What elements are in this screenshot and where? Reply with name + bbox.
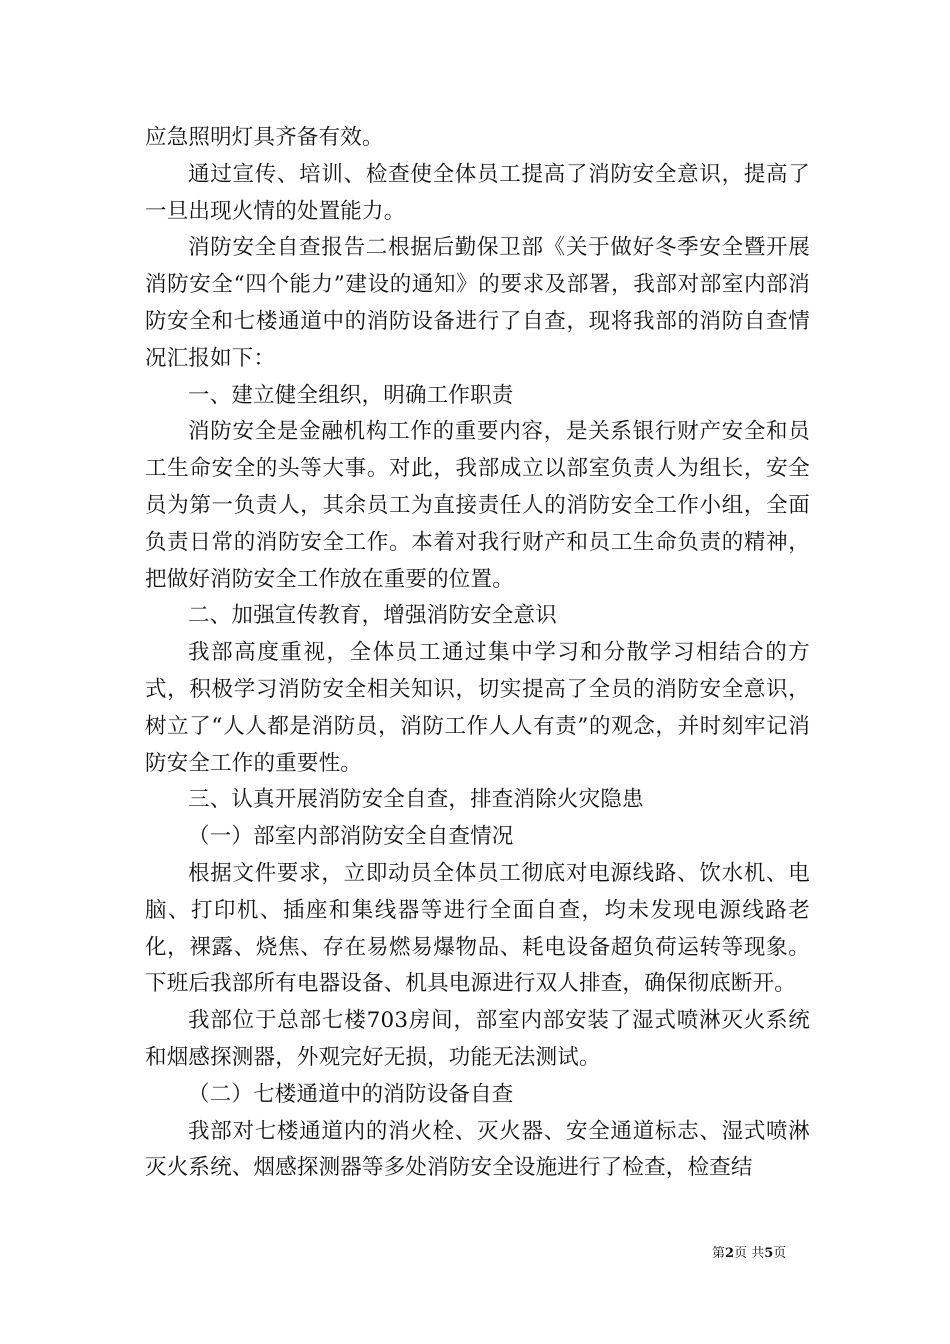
- footer-prefix: 第: [712, 1246, 726, 1261]
- section-heading-1: 一、建立健全组织，明确工作职责: [188, 382, 514, 408]
- paragraph-4: 消防安全是金融机构工作的重要内容，是关系银行财产安全和员工生命安全的头等大事。对此，我部成立以部室负责人为组长，安全员为第一负责人，其余员工为直接责任人的消防安全工作小组，全面负责日常的消防安全工作。本着对我行财产和员工生命负责的精神，把做好消防安全工作放在重要的位置。: [145, 419, 810, 592]
- section-heading-3: 三、认真开展消防安全自查，排查消除火灾隐患: [188, 787, 644, 813]
- paragraph-1: 应急照明灯具齐备有效。: [145, 125, 384, 150]
- paragraph-2: 通过宣传、培训、检查使全体员工提高了消防安全意识，提高了一旦出现火情的处置能力。: [145, 161, 810, 224]
- document-body: [145, 120, 810, 1187]
- section-heading-2: 二、加强宣传教育，增强消防安全意识: [188, 603, 557, 629]
- paragraph-3: 消防安全自查报告二根据后勤保卫部《关于做好冬季安全暨开展消防安全“四个能力”建设的通知》的要求及部署，我部对部室内部消防安全和七楼通道中的消防设备进行了自查，现将我部的消防自查情况汇报如下：: [145, 235, 810, 371]
- paragraph-6: 根据文件要求，立即动员全体员工彻底对电源线路、饮水机、电脑、打印机、插座和集线器等进行全面自查，均未发现电源线路老化，裸露、烧焦、存在易燃易爆物品、耗电设备超负荷运转等现象。下班后我部所有电器设备、机具电源进行双人排查，确保彻底断开。: [145, 860, 810, 997]
- subsection-heading-2: （二）七楼通道中的消防设备自查: [188, 1081, 514, 1107]
- footer-total-pages: 5: [764, 1246, 774, 1261]
- paragraph-7: 我部位于总部七楼703房间，部室内部安装了湿式喷淋灭火系统和烟感探测器，外观完好无损，功能无法测试。: [145, 1008, 810, 1070]
- footer-middle: 页 共: [734, 1246, 765, 1261]
- subsection-heading-1: （一）部室内部消防安全自查情况: [188, 824, 514, 850]
- page-footer: [712, 1246, 786, 1262]
- paragraph-8: 我部对七楼通道内的消火栓、灭火器、安全通道标志、湿式喷淋灭火系统、烟感探测器等多处消防安全设施进行了检查，检查结: [145, 1118, 810, 1181]
- paragraph-5: 我部高度重视，全体员工通过集中学习和分散学习相结合的方式，积极学习消防安全相关知识，切实提高了全员的消防安全意识，树立了“人人都是消防员，消防工作人人有责”的观念，并时刻牢记消防安全工作的重要性。: [145, 640, 810, 776]
- footer-suffix: 页: [773, 1246, 787, 1261]
- footer-current-page: 2: [725, 1246, 735, 1261]
